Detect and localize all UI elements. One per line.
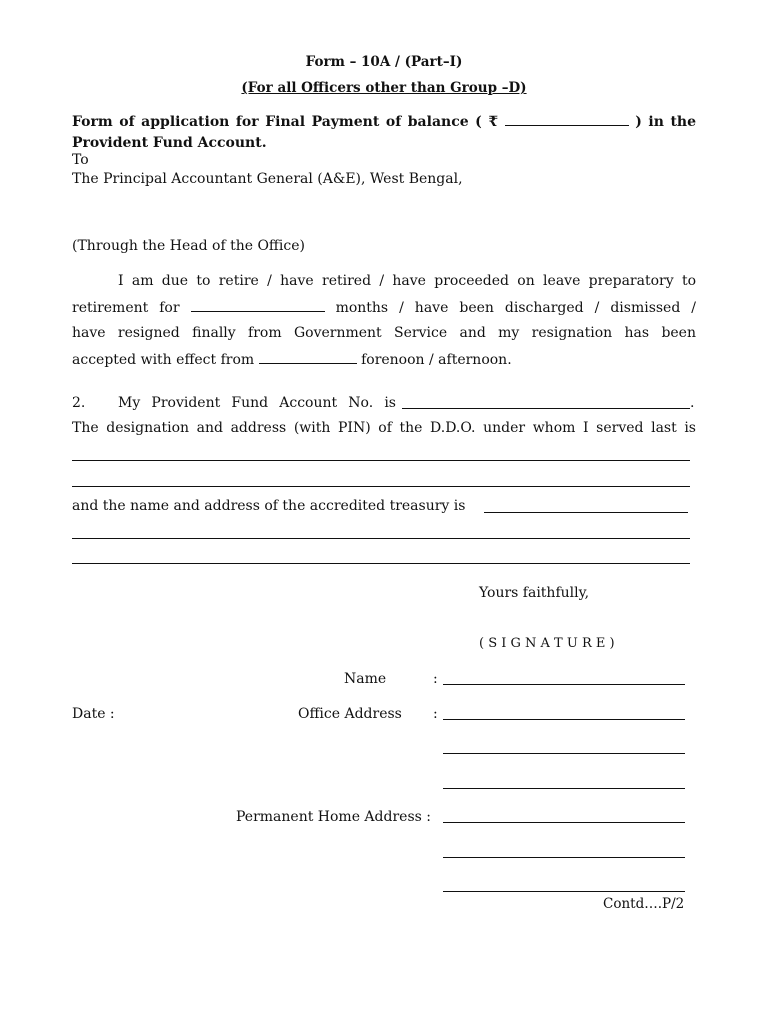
para1-line-1: I am due to retire / have retired / have proceeded on leave preparatory to [118, 273, 696, 289]
balance-amount-field[interactable] [505, 113, 629, 126]
home-address-field-3[interactable] [443, 891, 685, 892]
treasury-label: and the name and address of the accredited treasury is [72, 498, 466, 514]
office-address-label: Office Address [298, 706, 402, 722]
through-line: (Through the Head of the Office) [72, 238, 305, 254]
subject-line-2: Provident Fund Account. [72, 135, 267, 151]
ddo-line: The designation and address (with PIN) of the D.D.O. under whom I served last is [72, 420, 696, 436]
name-label: Name [344, 671, 387, 687]
yours-faithfully: Yours faithfully, [479, 585, 590, 601]
pf-account-field[interactable] [402, 408, 690, 409]
name-field[interactable] [443, 684, 685, 685]
applicability-text: (For all Officers other than Group –D) [241, 80, 527, 96]
continued-note: Contd….P/2 [603, 896, 685, 912]
to-label: To [72, 152, 89, 168]
name-colon: : [433, 671, 438, 687]
para1-text-end: months / have been discharged / dismissed / [335, 300, 697, 316]
subject-line-1 [72, 113, 696, 131]
recipient-address: The Principal Accountant General (A&E), West Bengal, [72, 171, 463, 187]
para1-text-end: forenoon / afternoon. [361, 352, 512, 368]
home-address-field-1[interactable] [443, 822, 685, 823]
signature-label: ( S I G N A T U R E ) [479, 636, 615, 651]
para1-text: retirement for [72, 300, 180, 316]
treasury-field-3[interactable] [72, 563, 690, 564]
para1-line-2 [72, 299, 696, 317]
treasury-field-2[interactable] [72, 538, 690, 539]
ddo-field-1[interactable] [72, 460, 690, 461]
subject-text-end: ) in the [635, 114, 697, 130]
treasury-field-1[interactable] [484, 512, 688, 513]
subject-text: Form of application for Final Payment of balance ( ₹ [72, 114, 499, 130]
date-label: Date : [72, 706, 115, 722]
home-address-field-2[interactable] [443, 857, 685, 858]
office-address-field-1[interactable] [443, 719, 685, 720]
pf-account-label: My Provident Fund Account No. is [118, 395, 396, 411]
form-subtitle [0, 79, 768, 97]
effective-date-field[interactable] [259, 351, 357, 364]
para2-number: 2. [72, 395, 86, 411]
period: . [690, 395, 695, 411]
para1-line-3: have resigned finally from Government Service and my resignation has been [72, 325, 696, 341]
office-address-field-3[interactable] [443, 788, 685, 789]
months-field[interactable] [191, 299, 325, 312]
para1-text: accepted with effect from [72, 352, 255, 368]
form-number: Form – 10A / (Part–I) [305, 54, 463, 70]
office-colon: : [433, 706, 438, 722]
home-address-label: Permanent Home Address : [236, 809, 431, 825]
office-address-field-2[interactable] [443, 753, 685, 754]
para1-line-4 [72, 351, 512, 369]
ddo-field-2[interactable] [72, 486, 690, 487]
